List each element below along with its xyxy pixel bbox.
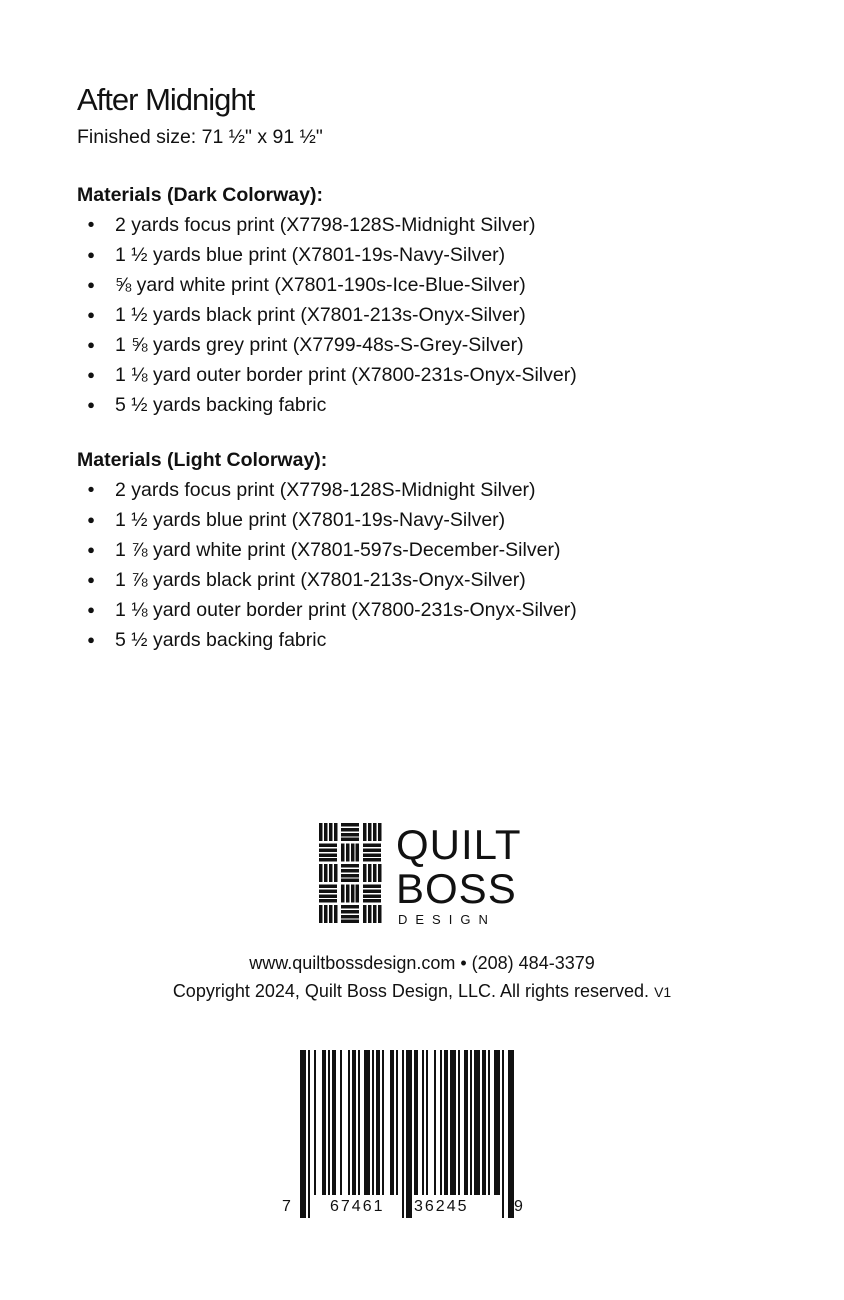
barcode-bar [488,1050,490,1195]
bullet-icon: ● [87,632,95,647]
material-item [77,390,577,420]
barcode-bar [450,1050,456,1195]
barcode-digit-right: 9 [514,1198,523,1215]
material-item-text: 1 ⅛ yard outer border print (X7800-231s-Onyx-Silver) [115,364,577,386]
barcode-bar [482,1050,486,1195]
barcode-bar [402,1050,404,1218]
material-item [77,535,577,565]
copyright-line [0,977,844,1006]
material-item-text: 1 ⅝ yards grey print (X7799-48s-S-Grey-Silver) [115,334,524,356]
dark-materials-heading: Materials (Dark Colorway): [77,184,323,206]
barcode-bar [464,1050,468,1195]
material-item [77,565,577,595]
material-item [77,300,577,330]
barcode-bar [372,1050,374,1195]
material-item [77,360,577,390]
barcode-bar [308,1050,310,1218]
barcode-bar [322,1050,326,1195]
barcode-bar [358,1050,360,1195]
barcode-bar [458,1050,460,1195]
contact-block [0,949,844,1006]
bullet-icon: • [87,479,95,501]
bullet-icon: ● [87,512,95,527]
light-materials-heading: Materials (Light Colorway): [77,449,328,471]
bullet-icon: ● [87,602,95,617]
barcode-bar [502,1050,504,1218]
barcode-bar [470,1050,472,1195]
bullet-icon: • [87,214,95,236]
logo-line-design: DESIGN [398,912,496,927]
barcode-bar [348,1050,350,1195]
barcode-bar [300,1050,306,1218]
barcode-bar [414,1050,418,1195]
material-item-text: 1 ⅞ yards black print (X7801-213s-Onyx-Silver) [115,569,526,591]
version-label: V1 [654,984,672,1000]
bullet-icon: ● [87,307,95,322]
dark-materials-section [77,180,577,420]
material-item-text: 5 ½ yards backing fabric [115,394,327,416]
barcode-group-1: 67461 [330,1198,385,1215]
barcode-bar [422,1050,424,1195]
barcode-bar [332,1050,336,1195]
barcode-bar [508,1050,514,1218]
light-materials-list [77,475,577,655]
bullet-icon: ● [87,397,95,412]
material-item [77,505,577,535]
material-item [77,625,577,655]
material-item-text: 1 ½ yards blue print (X7801-19s-Navy-Silver) [115,244,506,266]
barcode-bar [314,1050,316,1195]
barcode-bar [426,1050,428,1195]
barcode-bar [434,1050,436,1195]
bullet-icon: ● [87,542,95,557]
barcode-bar [364,1050,370,1195]
logo-wordmark [396,823,522,927]
dark-materials-list [77,210,577,420]
barcode-bar [390,1050,394,1195]
barcode-bar [328,1050,330,1195]
material-item [77,475,577,505]
barcode-bar [444,1050,448,1195]
material-item [77,270,577,300]
logo-line-boss: BOSS [396,865,517,912]
logo-line-quilt: QUILT [396,821,522,868]
barcode-bar [396,1050,398,1195]
barcode-icon [276,1050,536,1225]
material-item-text: ⅝ yard white print (X7801-190s-Ice-Blue-Silver) [115,274,526,296]
material-item [77,330,577,360]
material-item-text: 1 ½ yards black print (X7801-213s-Onyx-Silver) [115,304,526,326]
material-item [77,210,577,240]
page-title: After Midnight [77,82,255,117]
barcode-group-2: 36245 [414,1198,469,1215]
logo-grid-icon [319,823,382,923]
material-item [77,240,577,270]
barcode-digit-left: 7 [282,1198,291,1215]
material-item-text: 1 ⅛ yard outer border print (X7800-231s-Onyx-Silver) [115,599,577,621]
light-materials-section [77,445,577,655]
barcode-bar [376,1050,380,1195]
material-item-text: 1 ½ yards blue print (X7801-19s-Navy-Silver) [115,509,506,531]
bullet-icon: ● [87,572,95,587]
material-item [77,595,577,625]
bullet-icon: ● [87,277,95,292]
material-item-text: 2 yards focus print (X7798-128S-Midnight Silver) [115,479,536,501]
copyright-text: Copyright 2024, Quilt Boss Design, LLC. All rights reserved. [172,981,650,1001]
barcode-bar [340,1050,342,1195]
barcode-bar [474,1050,480,1195]
website-phone: www.quiltbossdesign.com • (208) 484-3379 [249,953,595,973]
finished-size: Finished size: 71 ½" x 91 ½" [77,126,323,148]
bullet-icon: ● [87,337,95,352]
barcode-bar [440,1050,442,1195]
barcode-bar [352,1050,356,1195]
barcode-bar [406,1050,412,1218]
quilt-boss-logo [319,821,522,927]
bullet-icon: ● [87,247,95,262]
bullet-icon: ● [87,367,95,382]
material-item-text: 1 ⅞ yard white print (X7801-597s-December-Silver) [115,539,561,561]
material-item-text: 5 ½ yards backing fabric [115,629,327,651]
barcode-bar [382,1050,384,1195]
barcode-bar [494,1050,500,1195]
material-item-text: 2 yards focus print (X7798-128S-Midnight Silver) [115,214,536,236]
